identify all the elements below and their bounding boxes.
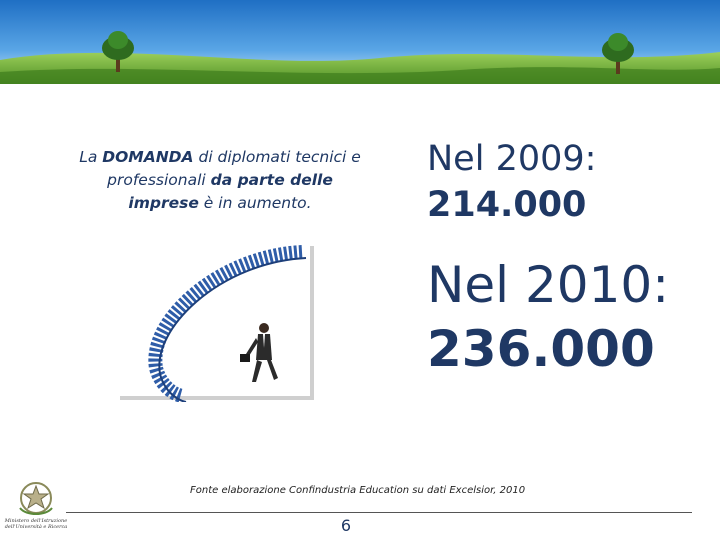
intro-part: La bbox=[79, 148, 103, 166]
stat-2009-value: 214.000 bbox=[427, 185, 587, 225]
intro-emphasis: da parte delle imprese bbox=[128, 171, 333, 212]
tree-icon bbox=[600, 30, 636, 74]
stat-2009 bbox=[427, 136, 596, 228]
intro-text bbox=[70, 146, 370, 215]
footer-divider bbox=[66, 512, 692, 513]
stat-2010-label: Nel 2010: bbox=[427, 256, 670, 314]
source-note: Fonte elaborazione Confindustria Education su dati Excelsior, 2010 bbox=[190, 485, 526, 496]
stat-2009-label: Nel 2009: bbox=[427, 139, 597, 179]
intro-emphasis: DOMANDA bbox=[102, 148, 194, 166]
tree-icon bbox=[100, 28, 136, 72]
staircase-illustration bbox=[112, 244, 316, 402]
intro-part: di diplomati tecnici e professionali bbox=[107, 148, 361, 189]
stat-2010-value: 236.000 bbox=[427, 320, 655, 378]
stat-2010 bbox=[427, 253, 669, 381]
page-number: 6 bbox=[340, 516, 352, 535]
intro-part: è in aumento. bbox=[198, 194, 312, 212]
emblem-caption: Ministero dell'Istruzione dell'Università e Ricerca bbox=[4, 518, 68, 530]
